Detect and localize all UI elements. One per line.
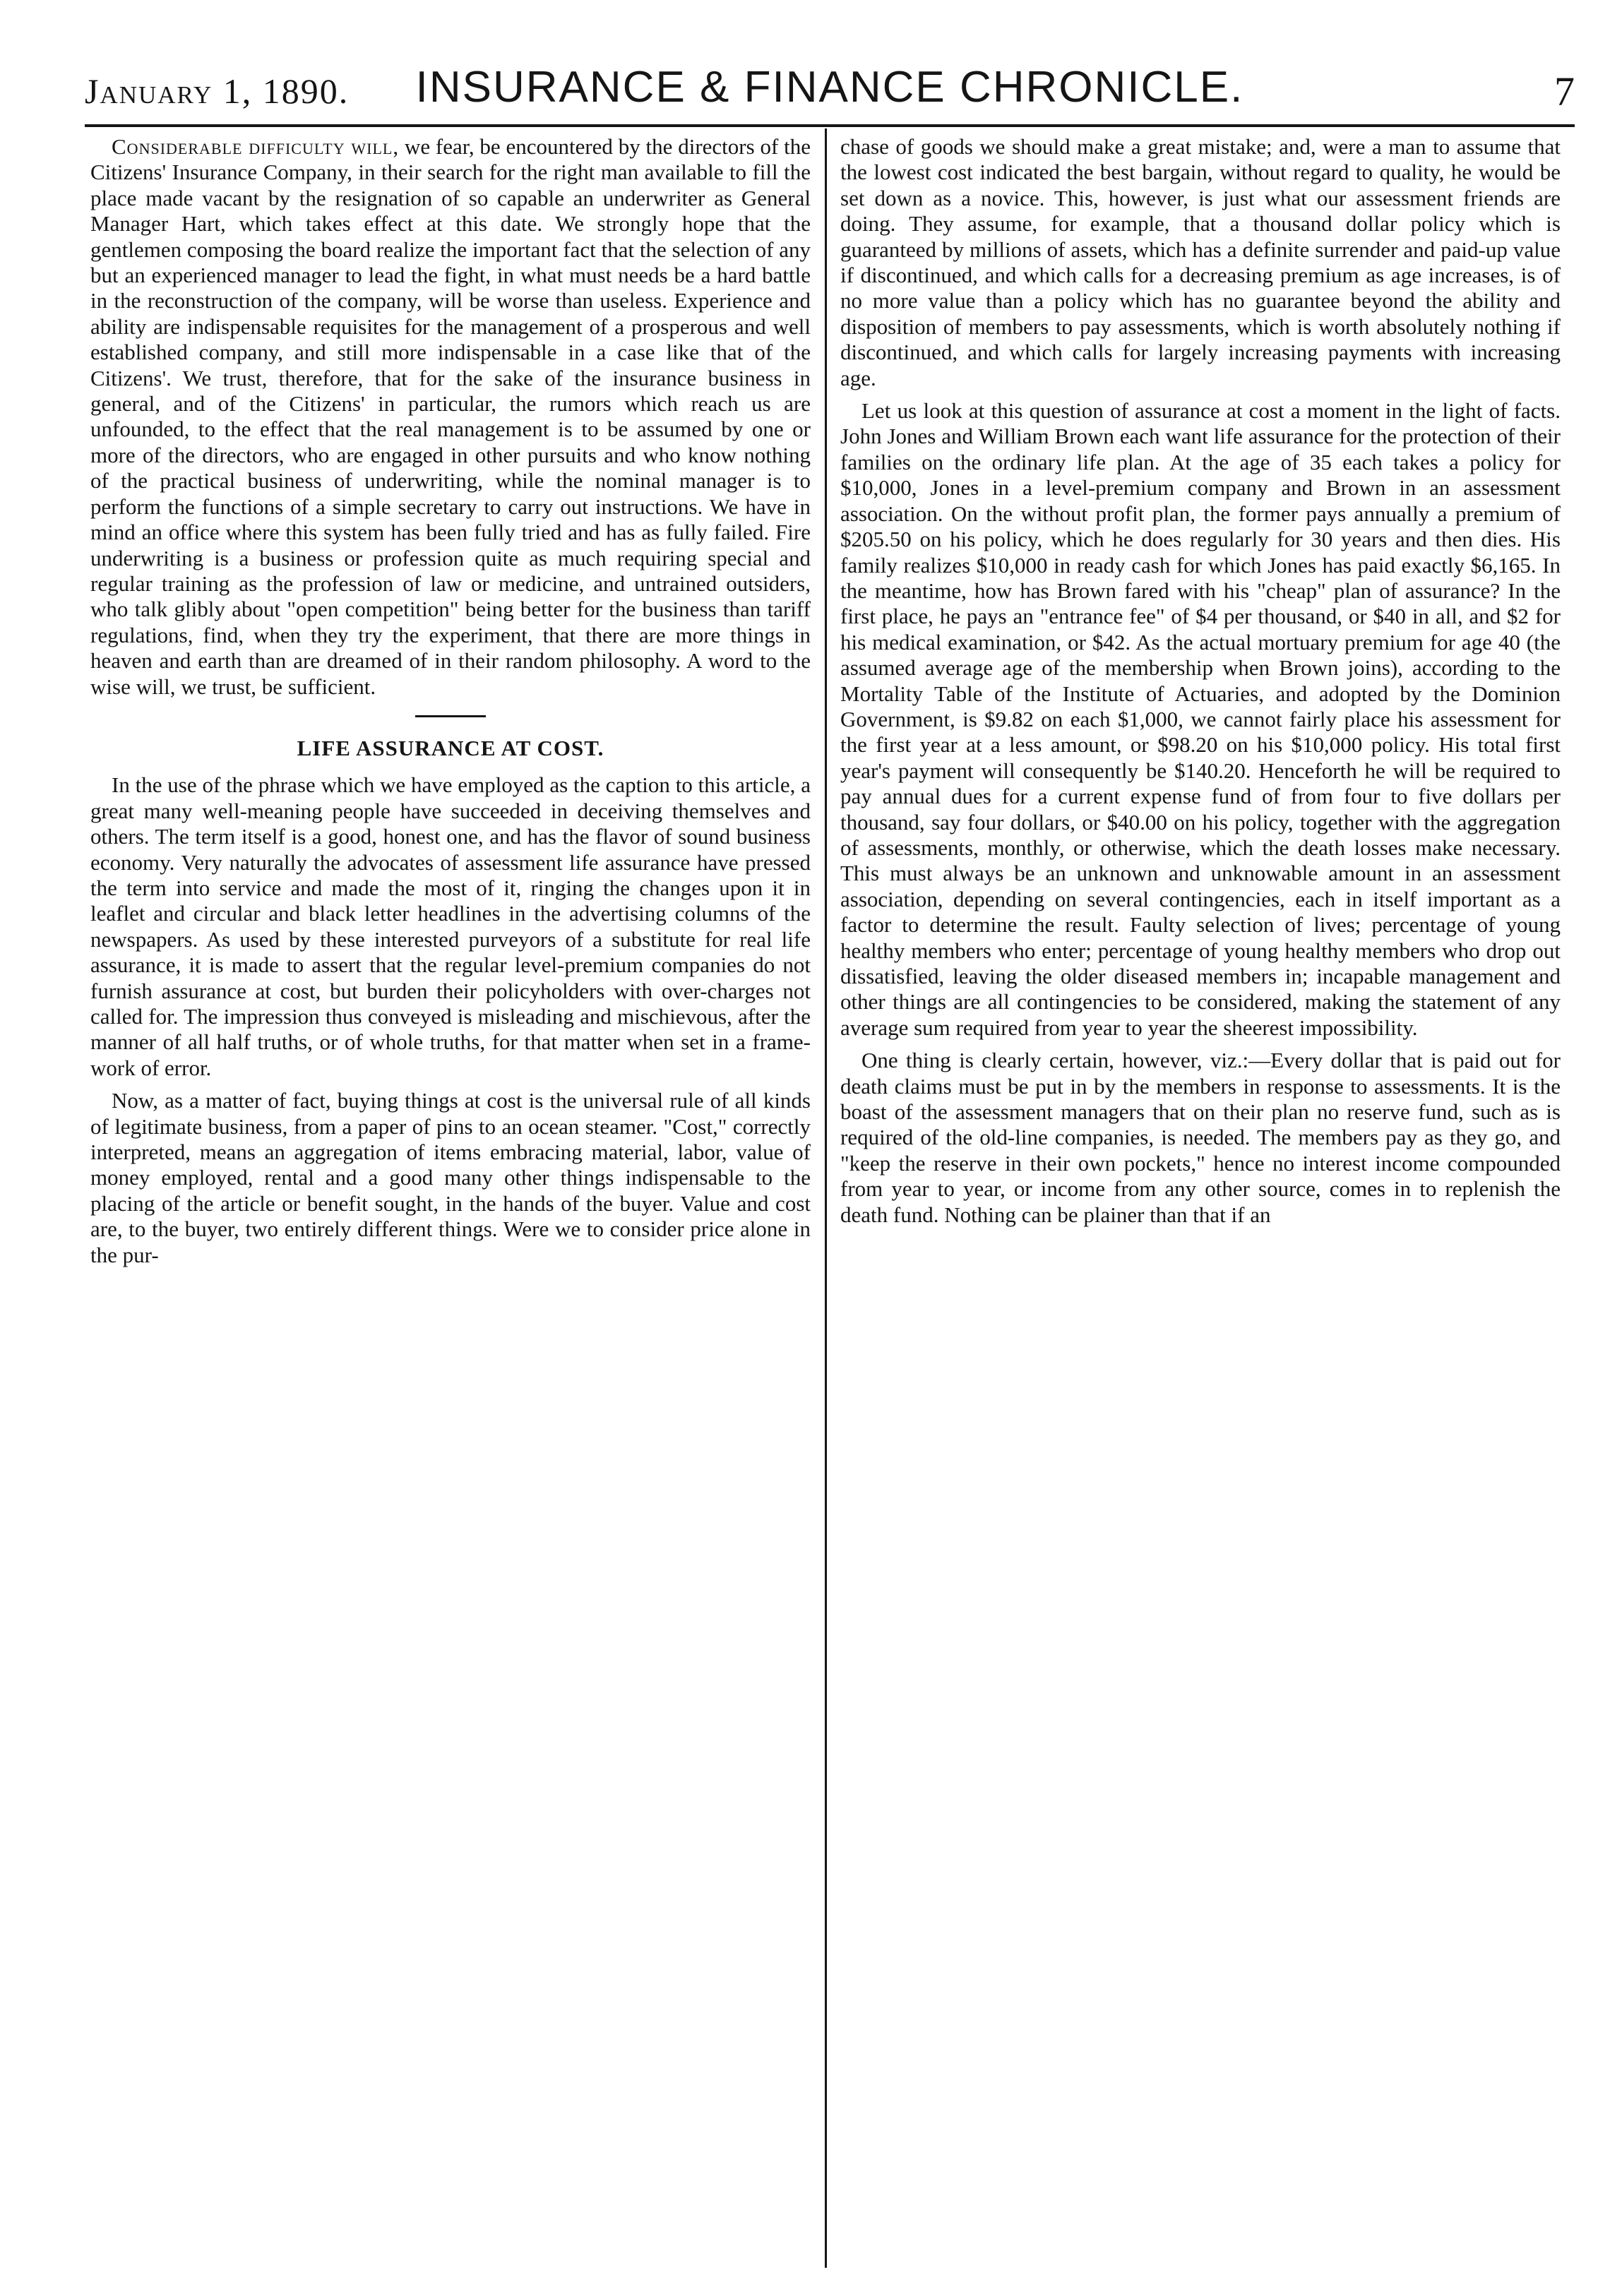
page-header	[85, 62, 1575, 119]
article-paragraph: In the use of the phrase which we have employed as the caption to this article, a great many well-meaning people have succeeded in deceiving themselves and others. The term itself is a good, honest one, and has the flavor of sound business economy. Very naturally the advocates of assessment life assurance have pressed the term into service and made the most of it, ringing the changes upon it in leaflet and circular and black letter headlines in the advertising columns of the newspapers. As used by these interested purveyors of a substitute for real life assurance, it is made to assert that the regular level-premium companies do not furnish assurance at cost, but burden their policyholders with over-charges not called for. The impression thus conveyed is misleading and mischievous, after the manner of all half truths, or of whole truths, for that matter when set in a frame-work of error.	[90, 772, 811, 1080]
issue-date: January 1, 1890.	[85, 71, 350, 111]
note-body: we fear, be encountered by the directors of the Citizens' Insurance Company, in their search for the right man available to fill the place made vacant by the resignation of so capable an underwriter as General Manager Hart, which takes effect at this date. We strongly hope that the gentlemen composing the board realize the important fact that the selection of any but an experienced manager to lead the fight, in what must needs be a hard battle in the reconstruction of the company, will be worse than useless. Experience and ability are indispensable requisites for the management of a prosperous and well established company, and still more indispensable in a case like that of the Citizens'. We trust, therefore, that for the sake of the insurance business in general, and of the Citizens' in particular, the rumors which reach us are unfounded, to the effect that the real management is to be assumed by one or more of the directors, who are engaged in other pursuits and who know nothing of the practical business of underwriting, while the nominal manager is to perform the functions of a simple secretary to carry out instructions. We have in mind an office where this system has been fully tried and has as fully failed. Fire underwriting is a business or profession quite as much requiring special and regular training as the profession of law or medicine, and untrained outsiders, who talk glibly about "open competition" being better for the business than tariff regulations, find, when they try the experiment, that there are more things in heaven and earth than are dreamed of in their random philosophy. A word to the wise will, we trust, be sufficient.	[90, 134, 811, 699]
header-rule	[85, 124, 1575, 127]
note-lead-in: Considerable difficulty will,	[112, 134, 400, 159]
publication-title: INSURANCE & FINANCE CHRONICLE.	[415, 63, 1244, 112]
editorial-note	[90, 134, 811, 700]
right-column	[840, 134, 1561, 2266]
article-paragraph: Now, as a matter of fact, buying things at cost is the universal rule of all kinds of legitimate business, from a paper of pins to an ocean steamer. "Cost," correctly interpreted, means an aggregation of items embracing material, labor, value of money employed, rental and a good many other things indispensable to the placing of the article or benefit sought, in the hands of the buyer. Value and cost are, to the buyer, two entirely different things. Were we to consider price alone in the pur-	[90, 1088, 811, 1267]
article-heading: LIFE ASSURANCE AT COST.	[297, 735, 604, 760]
section-separator	[415, 715, 486, 717]
column-divider	[825, 128, 827, 2268]
article-paragraph: One thing is clearly certain, however, viz.:—Every dollar that is paid out for death claims must be put in by the members in response to assessments. It is the boast of the assessment managers that on their plan no reserve fund, such as is required of the old-line companies, is needed. The members pay as they go, and "keep the reserve in their own pockets," hence no interest income compounded from year to year, or income from any other source, comes in to replenish the death fund. Nothing can be plainer than that if an	[840, 1048, 1561, 1227]
left-column	[90, 134, 811, 2266]
page-number: 7	[1554, 68, 1575, 114]
article-paragraph: Let us look at this question of assurance at cost a moment in the light of facts. John Jones and William Brown each want life assurance for the protection of their families on the ordinary life plan. At the age of 35 each takes a policy for $10,000, Jones in a level-premium company and Brown in an assessment association. On the without profit plan, the former pays annually a premium of $205.50 on his policy, which he does regularly for 30 years and then dies. His family realizes $10,000 in ready cash for which Jones has paid exactly $6,165. In the meantime, how has Brown fared with his "cheap" plan of assurance? In the first place, he pays an "entrance fee" of $4 per thousand, or $40 in all, and $2 for his medical examination, or $42. As the actual mortuary premium for age 40 (the assumed average age of the membership when Brown joins), according to the Mortality Table of the Institute of Actuaries, and adopted by the Dominion Government, is $9.82 on each $1,000, we cannot fairly place his assessment for the first year at a less amount, or $98.20 on his $10,000 policy. His total first year's payment will consequently be $140.20. Henceforth he will be required to pay annual dues for a current expense fund of from four to five dollars per thousand, say four dollars, or $40.00 on his policy, together with the aggregation of assessments, monthly, or otherwise, which the death losses make necessary. This must always be an unknown and unknowable amount in an assessment association, depending on several contingencies, each in itself important as a factor to determine the result. Faulty selection of lives; percentage of young healthy members who enter; percentage of young healthy members who drop out dissatisfied, leaving the older diseased members in; incapable management and other things are all contingencies to be considered, making the statement of any average sum required from year to year the sheerest impossibility.	[840, 398, 1561, 1040]
article-paragraph: chase of goods we should make a great mistake; and, were a man to assume that the lowest cost indicated the best bargain, without regard to quality, he would be set down as a novice. This, however, is just what our assessment friends are doing. They assume, for example, that a thousand dollar policy which is guaranteed by millions of assets, which has a definite surrender and paid-up value if discontinued, and which calls for a decreasing premium as age increases, is of no more value than a policy which has no guarantee beyond the ability and disposition of members to pay assessments, which is worth absolutely nothing if discontinued, and which calls for largely increasing payments with increasing age.	[840, 134, 1561, 390]
